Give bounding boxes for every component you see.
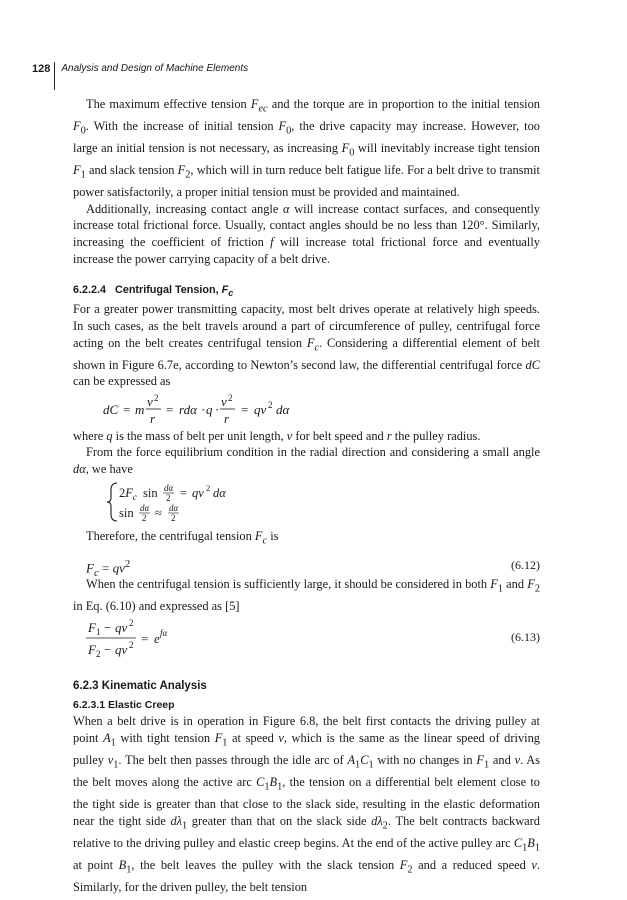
page-number: 128 xyxy=(32,63,51,75)
section-heading-6-2-2-4: 6.2.2.4 Centrifugal Tension, $F_c$ xyxy=(73,284,234,299)
book-title: Analysis and Design of Machine Elements xyxy=(61,63,249,74)
svg-text:qv: qv xyxy=(192,485,204,500)
svg-text:dC: dC xyxy=(103,401,119,417)
svg-text:v: v xyxy=(147,393,153,409)
paragraph: Therefore, the centrifugal tension $F_c$ is xyxy=(86,528,279,547)
svg-text:fα: fα xyxy=(160,628,168,639)
svg-text:F: F xyxy=(88,642,96,658)
equation-number: (6.12) xyxy=(511,557,540,572)
svg-text:qv: qv xyxy=(254,401,267,417)
svg-text:dα: dα xyxy=(169,502,179,513)
svg-text:2Fc: $2F_c$ xyxy=(119,485,137,502)
section-heading-6-2-3-1: 6.2.3.1 Elastic Creep xyxy=(73,699,175,712)
svg-text:sin: sin xyxy=(119,505,134,520)
svg-text:2: 2 xyxy=(268,399,273,410)
svg-text:qv: qv xyxy=(115,642,128,658)
svg-text:2: 2 xyxy=(129,640,134,651)
svg-text:2: 2 xyxy=(166,492,171,503)
equation-6-13 xyxy=(73,614,540,660)
svg-text:2: 2 xyxy=(142,512,147,523)
paragraph: When the centrifugal tension is sufficiently large, it should be considered in both $F_1$ and $F_2$ in Eq. (6.10) and expressed as [5] xyxy=(73,576,540,613)
svg-text:dα: dα xyxy=(140,502,150,513)
svg-text:2: 2 xyxy=(228,392,233,403)
section-heading-6-2-3: 6.2.3 Kinematic Analysis xyxy=(73,680,207,693)
page-body xyxy=(73,96,540,895)
running-header xyxy=(32,62,248,82)
equation-dc xyxy=(73,390,540,428)
svg-text:1: 1 xyxy=(96,627,101,638)
svg-text:=: = xyxy=(123,401,131,417)
svg-text:q: q xyxy=(206,401,213,417)
svg-text:m: m xyxy=(135,401,145,417)
equation-system xyxy=(73,480,540,524)
svg-text:r: r xyxy=(150,410,156,426)
svg-text:=: = xyxy=(180,485,188,500)
equation-system-graphic xyxy=(73,480,540,524)
equation-6-12-body: $F_c = qv^2$ xyxy=(86,557,131,579)
svg-text:F: F xyxy=(88,620,96,636)
paragraph: Additionally, increasing contact angle α will increase contact surfaces, and consequently increase total frictional force. Usually, contact angles should be no less than 120°. Similarly, increasing the coefficient of friction f will increase total frictional force and eventually increase the power carrying capacity of a belt drive. xyxy=(73,201,540,266)
equation-6-12 xyxy=(73,550,540,579)
svg-text:2: 2 xyxy=(154,392,159,403)
svg-text:·: · xyxy=(201,401,206,417)
svg-text:dα: dα xyxy=(164,482,174,493)
svg-text:dα: dα xyxy=(276,401,290,417)
paragraph: From the force equilibrium condition in the radial direction and considering a small angle dα, we have xyxy=(73,445,540,476)
svg-text:−: − xyxy=(104,620,112,636)
svg-text:r: r xyxy=(224,410,230,426)
svg-text:=: = xyxy=(141,631,149,647)
svg-text:2: 2 xyxy=(171,512,176,523)
paragraph: For a greater power transmitting capacity, most belt drives operate at relatively high speeds. In such cases, as the belt travels around a part of circumference of pulley, centrifugal force acting on the belt creates centrifugal tension $F_c$. Considering a differential element of belt shown in Figure 6.7e, according to Newton’s second law, the differential centrifugal force dC can be expressed as xyxy=(73,302,540,389)
paragraph: where q is the mass of belt per unit length, v for belt speed and r the pulley radius. xyxy=(73,428,481,443)
svg-text:sin: sin xyxy=(143,485,158,500)
svg-text:≈: ≈ xyxy=(155,505,162,520)
header-divider xyxy=(54,62,55,90)
svg-text:2: 2 xyxy=(206,482,211,493)
svg-text:v: v xyxy=(221,393,227,409)
svg-text:=: = xyxy=(241,401,249,417)
svg-text:qv: qv xyxy=(115,620,128,636)
svg-text:2: 2 xyxy=(129,618,134,629)
paragraph: When a belt drive is in operation in Figure 6.8, the belt first contacts the driving pulley at point $A_1$ with tight tension $F_1$ at speed v, which is the same as the linear speed of driving pulley $v_1$. The belt then passes through the idle arc of $A_1C_1$ with no changes in $F_1$ and v. As the belt moves along the active arc $C_1B_1$, the tension on a differential belt element close to the tight side is greater than that close to the slack side, resulting in the elastic deformation near the tight side $d\lambda_1$ greater than that on the slack side $d\lambda_2$. The belt contracts backward relative to the driving pulley and elastic creep begins. At the end of the active pulley arc $C_1B_1$ at point $B_1$, the belt leaves the pulley with the slack tension $F_2$ and a reduced speed v. Similarly, for the driven pulley, the belt tension xyxy=(73,714,541,894)
svg-text:2: 2 xyxy=(96,649,101,660)
svg-text:rdα: rdα xyxy=(179,401,197,417)
equation-dc-graphic xyxy=(73,390,540,428)
svg-text:e: e xyxy=(154,631,160,647)
equation-number: (6.13) xyxy=(511,630,540,645)
paragraph: The maximum effective tension $F_{ec}$ and the torque are in proportion to the initial tension $F_0$. With the increase of initial tension $F_0$, the drive capacity may increase. However, too large an initial tension is not necessary, as increasing $F_0$ will inevitably increase tight tension $F_1$ and slack tension $F_2$, which will in turn reduce belt fatigue life. For a belt drive to transmit power satisfactorily, a proper initial tension must be provided and maintained. xyxy=(73,97,540,200)
svg-text:−: − xyxy=(104,642,112,658)
svg-text:dα: dα xyxy=(213,485,226,500)
svg-text:=: = xyxy=(166,401,174,417)
equation-6-13-graphic xyxy=(73,614,373,660)
svg-text:·: · xyxy=(215,401,220,417)
